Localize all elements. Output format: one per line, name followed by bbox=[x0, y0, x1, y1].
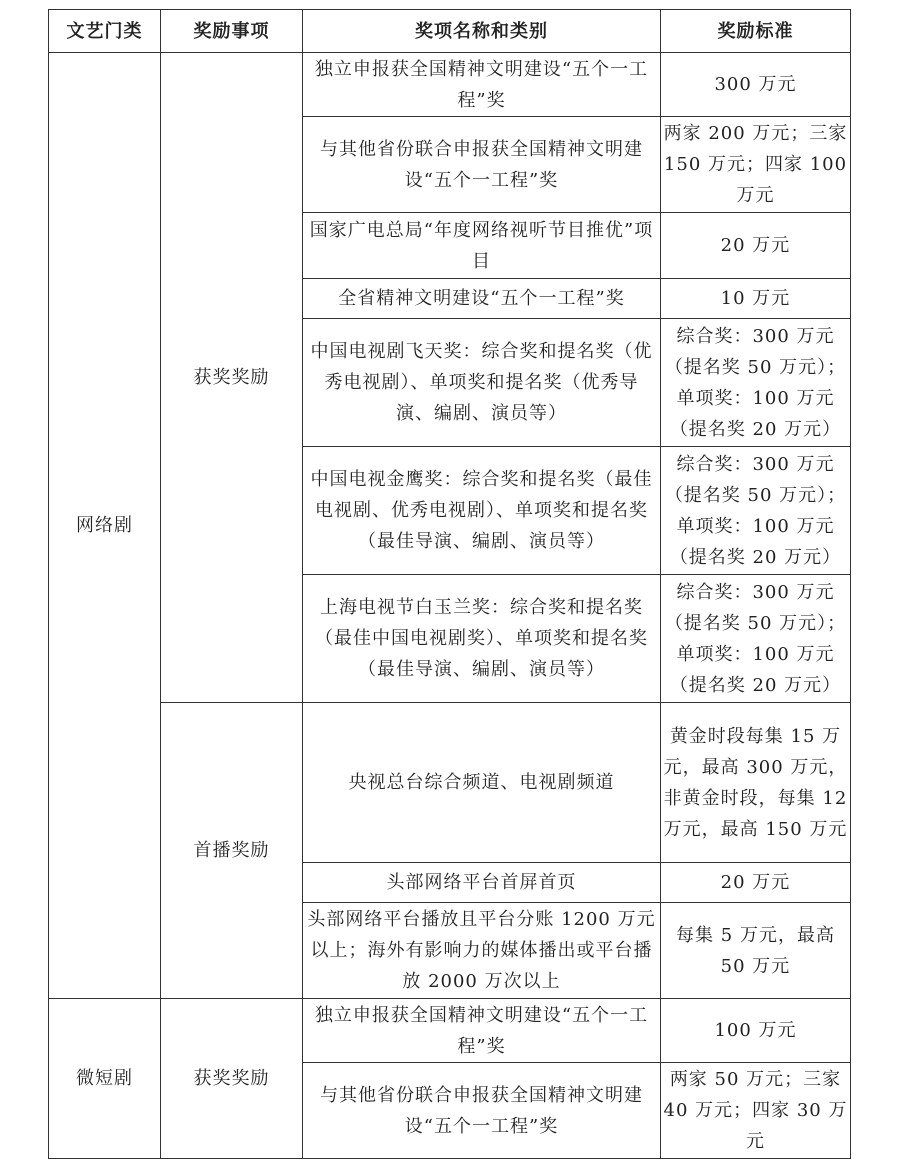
standard-cell: 综合奖：300 万元（提名奖 50 万元）；单项奖：100 万元（提名奖 20 万元） bbox=[661, 447, 851, 575]
award-name-cell: 国家广电总局“年度网络视听节目推优”项目 bbox=[303, 213, 661, 279]
header-category: 文艺门类 bbox=[49, 10, 161, 53]
category-micro-drama: 微短剧 bbox=[49, 999, 161, 1159]
standard-cell: 10 万元 bbox=[661, 279, 851, 319]
header-row bbox=[49, 10, 851, 53]
award-name-cell: 头部网络平台播放且平台分账 1200 万元以上；海外有影响力的媒体播出或平台播放 2000 万次以上 bbox=[303, 903, 661, 999]
award-name-cell: 与其他省份联合申报获全国精神文明建设“五个一工程”奖 bbox=[303, 1063, 661, 1159]
award-standards-table bbox=[48, 9, 851, 1159]
award-name-cell: 与其他省份联合申报获全国精神文明建设“五个一工程”奖 bbox=[303, 117, 661, 213]
award-name-cell: 独立申报获全国精神文明建设“五个一工程”奖 bbox=[303, 999, 661, 1063]
award-name-cell: 央视总台综合频道、电视剧频道 bbox=[303, 703, 661, 863]
table-row bbox=[49, 703, 851, 863]
standard-cell: 综合奖：300 万元（提名奖 50 万元）；单项奖：100 万元（提名奖 20 万元） bbox=[661, 575, 851, 703]
award-name-cell: 中国电视剧飞天奖：综合奖和提名奖（优秀电视剧）、单项奖和提名奖（优秀导演、编剧、演员等） bbox=[303, 319, 661, 447]
table-row bbox=[49, 999, 851, 1063]
award-name-cell: 中国电视金鹰奖：综合奖和提名奖（最佳电视剧、优秀电视剧）、单项奖和提名奖（最佳导演、编剧、演员等） bbox=[303, 447, 661, 575]
standard-cell: 黄金时段每集 15 万元，最高 300 万元，非黄金时段，每集 12 万元，最高 150 万元 bbox=[661, 703, 851, 863]
standard-cell: 两家 50 万元；三家 40 万元；四家 30 万元 bbox=[661, 1063, 851, 1159]
award-name-cell: 头部网络平台首屏首页 bbox=[303, 863, 661, 903]
standard-cell: 综合奖：300 万元（提名奖 50 万元）；单项奖：100 万元（提名奖 20 万元） bbox=[661, 319, 851, 447]
item-award: 获奖奖励 bbox=[161, 999, 303, 1159]
standard-cell: 每集 5 万元，最高 50 万元 bbox=[661, 903, 851, 999]
standard-cell: 两家 200 万元；三家 150 万元；四家 100 万元 bbox=[661, 117, 851, 213]
table-row bbox=[49, 53, 851, 117]
header-standard: 奖励标准 bbox=[661, 10, 851, 53]
header-award-name: 奖项名称和类别 bbox=[303, 10, 661, 53]
item-premiere: 首播奖励 bbox=[161, 703, 303, 999]
header-item: 奖励事项 bbox=[161, 10, 303, 53]
standard-cell: 100 万元 bbox=[661, 999, 851, 1063]
award-name-cell: 独立申报获全国精神文明建设“五个一工程”奖 bbox=[303, 53, 661, 117]
standard-cell: 20 万元 bbox=[661, 863, 851, 903]
award-name-cell: 上海电视节白玉兰奖：综合奖和提名奖（最佳中国电视剧奖）、单项奖和提名奖（最佳导演、编剧、演员等） bbox=[303, 575, 661, 703]
standard-cell: 300 万元 bbox=[661, 53, 851, 117]
standard-cell: 20 万元 bbox=[661, 213, 851, 279]
item-award: 获奖奖励 bbox=[161, 53, 303, 703]
category-web-drama: 网络剧 bbox=[49, 53, 161, 999]
award-name-cell: 全省精神文明建设“五个一工程”奖 bbox=[303, 279, 661, 319]
